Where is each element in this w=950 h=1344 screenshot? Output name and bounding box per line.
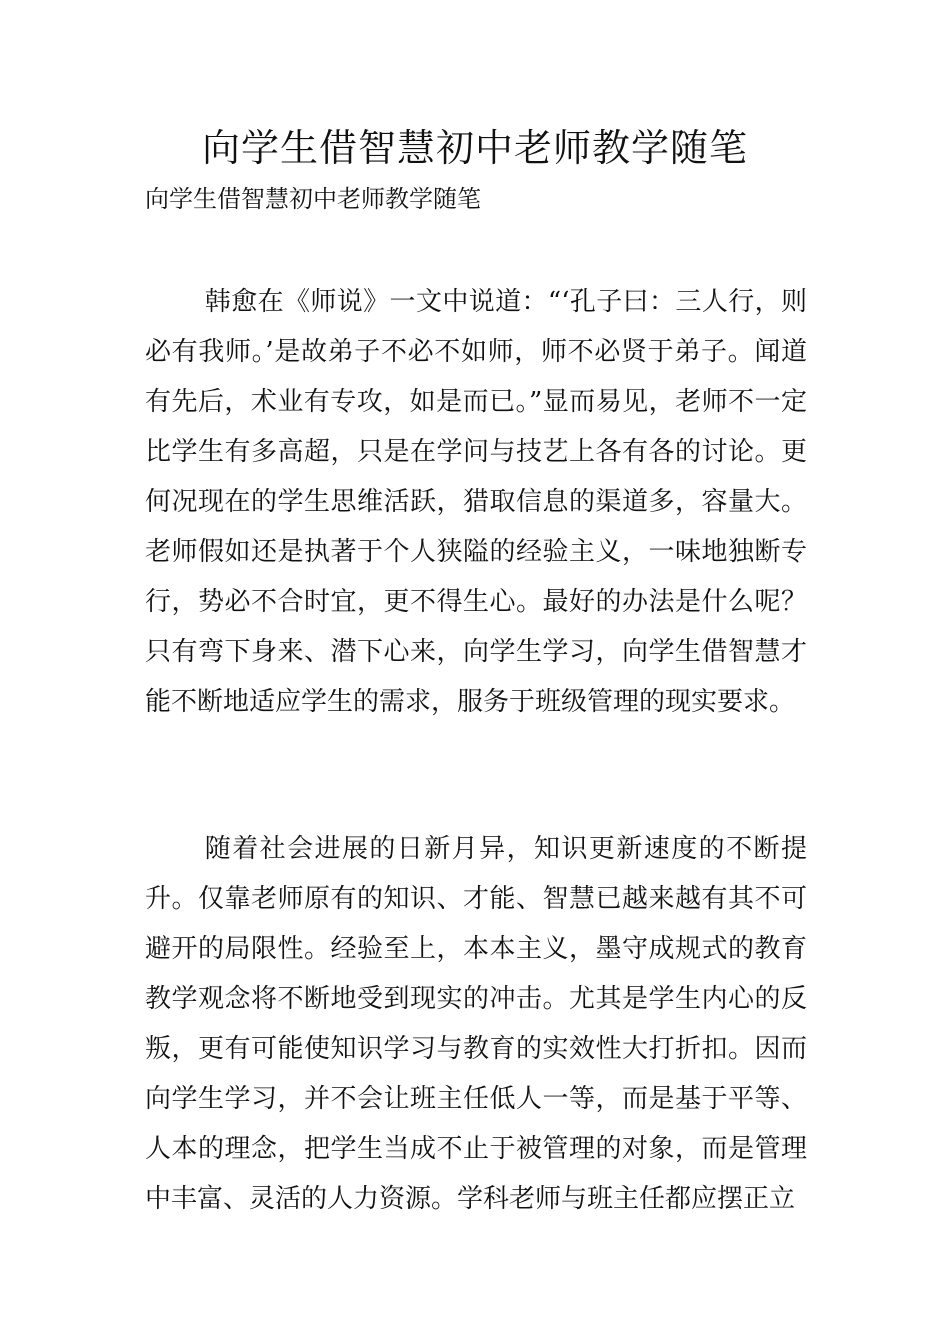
document-title: 向学生借智慧初中老师教学随笔 bbox=[201, 126, 748, 170]
body-paragraph-1: 韩愈在《师说》一文中说道：“‘孔子曰：三人行，则必有我师。’是故弟子不必不如师，师不必贤于弟子。闻道有先后，术业有专攻，如是而已。”显而易见，老师不一定比学生有多高超，只是在学问与技艺上各有各的讨论。更何况现在的学生思维活跃，猎取信息的渠道多，容量大。老师假如还是执著于个人狭隘的经验主义，一味地独断专行，势必不合时宜，更不得生心。最好的办法是什么呢？只有弯下身来、潜下心来，向学生学习，向学生借智慧才能不断地适应学生的需求，服务于班级管理的现实要求。 bbox=[145, 287, 807, 717]
document-subtitle: 向学生借智慧初中老师教学随笔 bbox=[145, 185, 481, 213]
body-paragraph-2: 随着社会进展的日新月异，知识更新速度的不断提升。仅靠老师原有的知识、才能、智慧已越来越有其不可避开的局限性。经验至上，本本主义，墨守成规式的教育教学观念将不断地受到现实的冲击。尤其是学生内心的反叛，更有可能使知识学习与教育的实效性大打折扣。因而向学生学习，并不会让班主任低人一等，而是基于平等、人本的理念，把学生当成不止于被管理的对象，而是管理中丰富、灵活的人力资源。学科老师与班主任都应摆正立 bbox=[145, 834, 807, 1214]
